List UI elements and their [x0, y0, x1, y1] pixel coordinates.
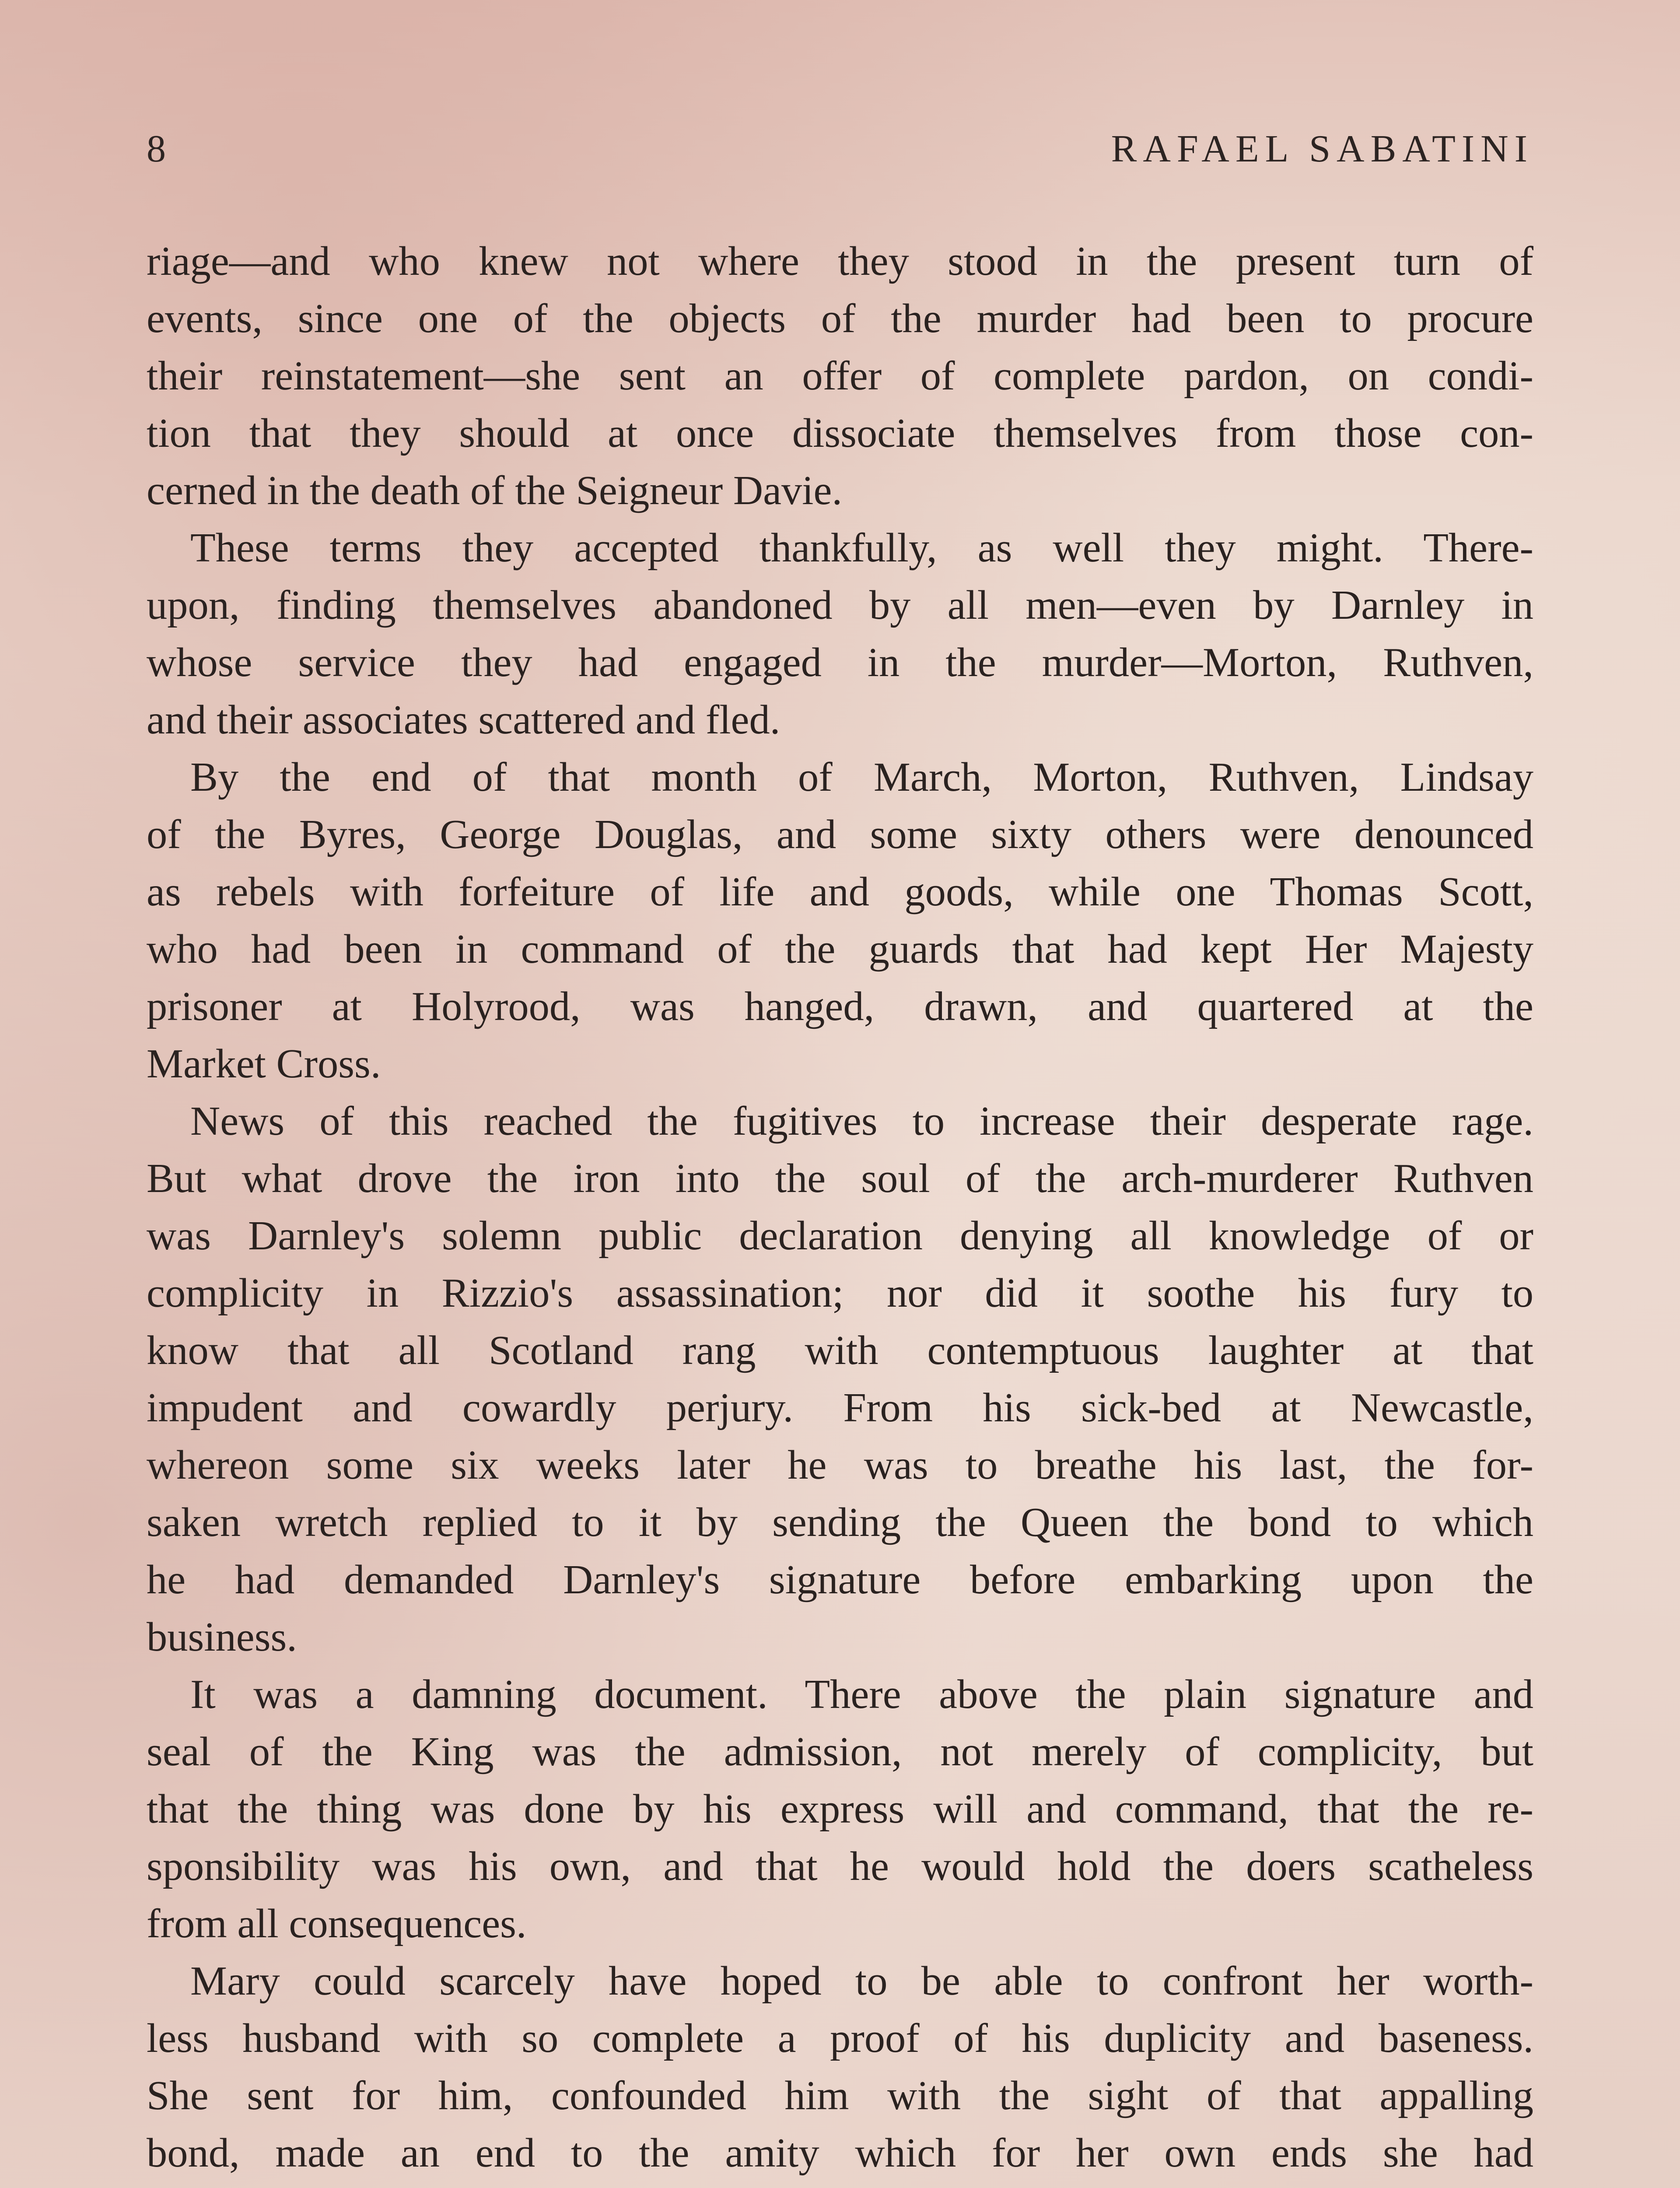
- text-line: know that all Scotland rang with contemptuous laughter at that: [147, 1328, 1533, 1373]
- text-line: tion that they should at once dissociate themselves from those con-: [147, 410, 1533, 456]
- text-line: whose service they had engaged in the murder—Morton, Ruthven,: [147, 640, 1533, 685]
- text-line: seal of the King was the admission, not merely of complicity, but: [147, 1729, 1533, 1774]
- text-line: was Darnley's solemn public declaration denying all knowledge of or: [147, 1213, 1533, 1259]
- text-line: These terms they accepted thankfully, as well they might. There-: [190, 525, 1533, 571]
- text-line: impudent and cowardly perjury. From his sick-bed at Newcastle,: [147, 1385, 1533, 1431]
- text-line: business.: [147, 1614, 297, 1660]
- paragraph: [147, 1666, 1533, 1953]
- text-line: as rebels with forfeiture of life and goods, while one Thomas Scott,: [147, 869, 1533, 915]
- text-line: bond, made an end to the amity which for her own ends she had: [147, 2130, 1533, 2176]
- text-line: [147, 2182, 1533, 2188]
- page-number: 8: [147, 128, 166, 170]
- text-line: and their associates scattered and fled.: [147, 697, 780, 743]
- text-line: It was a damning document. There above the plain signature and: [190, 1672, 1533, 1717]
- paragraph: [147, 233, 1533, 519]
- text-line: their reinstatement—she sent an offer of complete pardon, on condi-: [147, 353, 1533, 399]
- text-line: By the end of that month of March, Morton, Ruthven, Lindsay: [190, 754, 1533, 800]
- paragraph: [147, 1093, 1533, 1666]
- paragraph: [147, 1953, 1533, 2188]
- text-line: cerned in the death of the Seigneur Davie.: [147, 468, 843, 513]
- paragraph: [147, 749, 1533, 1093]
- text-line: She sent for him, confounded him with the sight of that appalling: [147, 2073, 1533, 2118]
- text-line: riage—and who knew not where they stood in the present turn of: [147, 238, 1533, 284]
- text-line: Mary could scarcely have hoped to be able to confront her worth-: [190, 1958, 1533, 2004]
- text-line: that the thing was done by his express will and command, that the re-: [147, 1786, 1533, 1832]
- text-line: upon, finding themselves abandoned by all men—even by Darnley in: [147, 582, 1533, 628]
- text-line: News of this reached the fugitives to increase their desperate rage.: [190, 1098, 1533, 1144]
- body-text: [147, 233, 1533, 2188]
- page-header: [147, 127, 1533, 184]
- running-head: RAFAEL SABATINI: [1111, 128, 1533, 170]
- paragraph: [147, 519, 1533, 749]
- text-line: prisoner at Holyrood, was hanged, drawn, and quartered at the: [147, 984, 1533, 1029]
- text-line: events, since one of the objects of the murder had been to procure: [147, 296, 1533, 341]
- text-line: who had been in command of the guards that had kept Her Majesty: [147, 926, 1533, 972]
- text-line: But what drove the iron into the soul of the arch-murderer Ruthven: [147, 1156, 1533, 1201]
- text-line: of the Byres, George Douglas, and some sixty others were denounced: [147, 812, 1533, 857]
- text-line: he had demanded Darnley's signature before embarking upon the: [147, 1557, 1533, 1602]
- text-line: from all consequences.: [147, 1901, 527, 1946]
- text-line: saken wretch replied to it by sending the Queen the bond to which: [147, 1500, 1533, 1545]
- text-line: whereon some six weeks later he was to breathe his last, the for-: [147, 1442, 1533, 1488]
- text-line: Market Cross.: [147, 1041, 381, 1087]
- text-line: complicity in Rizzio's assassination; nor did it soothe his fury to: [147, 1270, 1533, 1316]
- text-line: sponsibility was his own, and that he would hold the doers scatheless: [147, 1844, 1533, 1889]
- text-line: less husband with so complete a proof of his duplicity and baseness.: [147, 2016, 1533, 2061]
